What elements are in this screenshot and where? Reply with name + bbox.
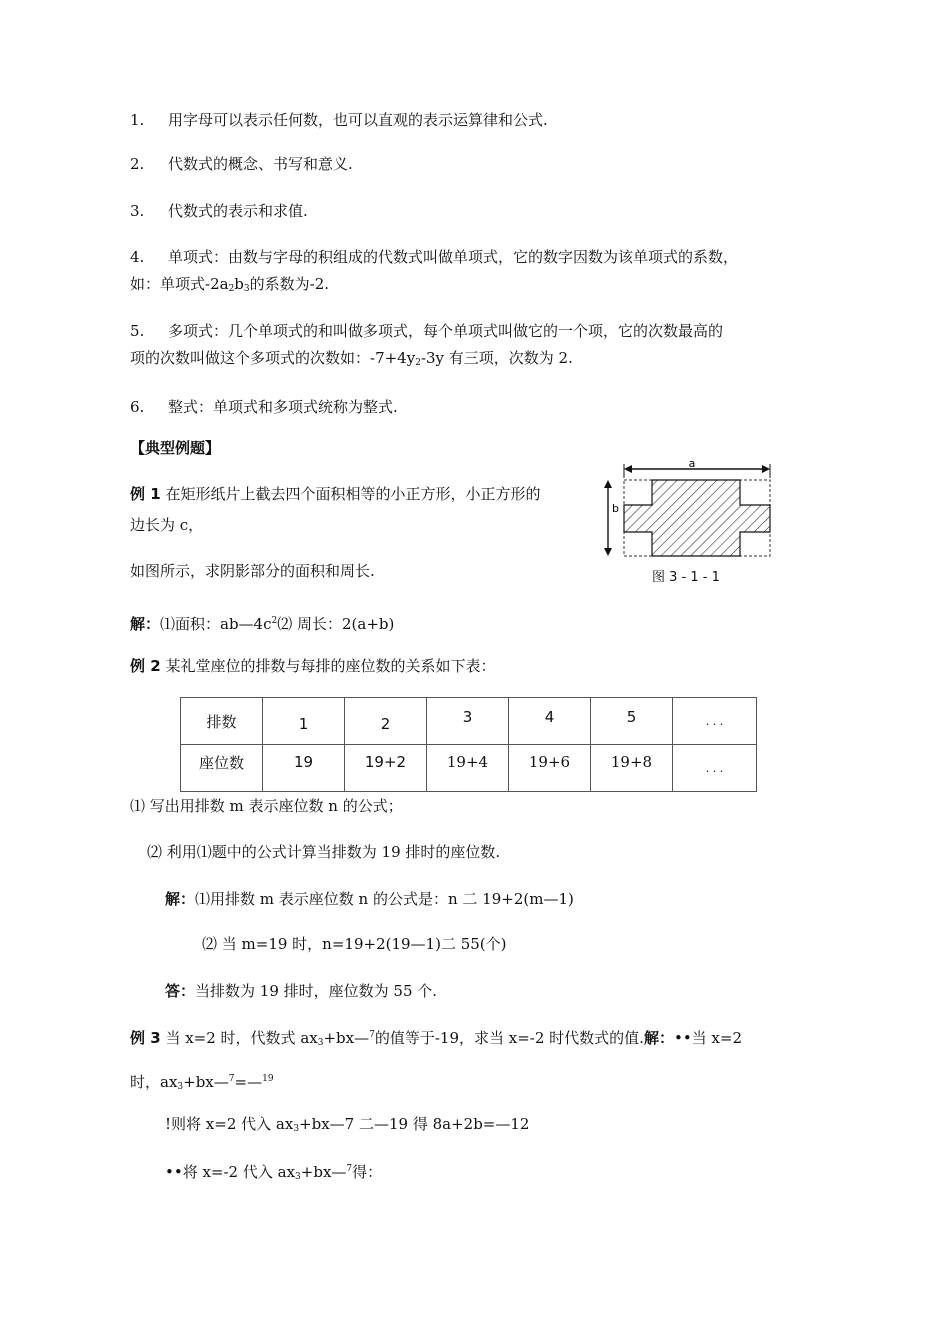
seating-table [180, 697, 757, 792]
example-2-solution-2: ⑵ 当 m=19 时，n=19+2(19—1)二 55(个) [202, 935, 507, 953]
table-cell: 19+2 [345, 745, 427, 792]
point-text: 代数式的概念、书写和意义. [168, 155, 353, 173]
example-label: 例 2 [130, 657, 161, 675]
example-3-line3: !则将 x=2 代入 $ax_3+bx—7$ 二—19 得 8a+2b=—12 [165, 1115, 530, 1134]
table-row [181, 698, 757, 745]
table-cell: 3 [427, 698, 509, 745]
solution-label: 解： [165, 890, 196, 908]
example-1-solution: 解：⑴面积：$ab—4c^2⑵$ 周长：2(a+b) [130, 615, 395, 633]
table-cell: 19+8 [591, 745, 673, 792]
label-a: a [688, 460, 696, 470]
example-2-intro: 例 2 某礼堂座位的排数与每排的座位数的关系如下表： [130, 657, 496, 675]
point-text: 多项式：几个单项式的和叫做多项式，每个单项式叫做它的一个项，它的次数最高的 [168, 322, 724, 340]
point-5-continuation: 项的次数叫做这个多项式的次数如：$-7+4y_2-3y$ 有三项，次数为 2. [130, 349, 573, 368]
example-2-question-1: ⑴ 写出用排数 m 表示座位数 n 的公式； [130, 797, 403, 815]
example-2-solution-1: 解：⑴用排数 m 表示座位数 n 的公式是：n 二 19+2(m—1) [165, 890, 574, 908]
point-4 [130, 247, 738, 267]
point-2 [130, 154, 353, 174]
section-title: 【典型例题】 [130, 439, 221, 457]
point-1 [130, 110, 548, 130]
example-label: 例 1 [130, 485, 161, 503]
example-3-line1: 例 3 当 x=2 时，代数式 $ax_3+bx—^7$的值等于-19，求当 x=-2 时代数式的值.解：••当 x=2 [130, 1029, 743, 1048]
shaded-region [624, 480, 770, 556]
table-cell: . . . [673, 698, 757, 745]
table-cell: 5 [591, 698, 673, 745]
table-cell: 排数 [181, 698, 263, 745]
table-cell: 19 [263, 745, 345, 792]
table-row [181, 745, 757, 792]
solution-label: 解： [130, 615, 161, 633]
table-cell: . . . [673, 745, 757, 792]
label-b: b [612, 502, 619, 515]
point-number: 1. [130, 111, 145, 129]
table-cell: 座位数 [181, 745, 263, 792]
solution-label: 解： [643, 1029, 674, 1047]
point-text: 整式：单项式和多项式统称为整式. [168, 398, 398, 416]
example-2-answer: 答：当排数为 19 排时，座位数为 55 个. [165, 982, 438, 1000]
point-4-continuation: 如：单项式$-2a_2b_3$的系数为-2. [130, 275, 330, 294]
figure-caption: 图 3 - 1 - 1 [652, 570, 720, 585]
example-2-question-2: ⑵ 利用⑴题中的公式计算当排数为 19 排时的座位数. [147, 843, 501, 861]
example-label: 例 3 [130, 1029, 161, 1047]
example-3-line4: ••将 x=-2 代入 $ax_3+bx—^7$得： [165, 1163, 383, 1182]
table-cell: 19+4 [427, 745, 509, 792]
point-number: 2. [130, 155, 145, 173]
point-text: 代数式的表示和求值. [168, 202, 308, 220]
point-number: 6. [130, 398, 145, 416]
table-cell: 1 [263, 698, 345, 745]
example-1-line1: 例 1 在矩形纸片上截去四个面积相等的小正方形，小正方形的 [130, 485, 541, 503]
point-text: 用字母可以表示任何数，也可以直观的表示运算律和公式. [168, 111, 548, 129]
point-6 [130, 397, 398, 417]
point-number: 4. [130, 248, 145, 266]
point-text: 单项式：由数与字母的积组成的代数式叫做单项式，它的数字因数为该单项式的系数， [168, 248, 739, 266]
table-cell: 2 [345, 698, 427, 745]
table-cell: 4 [509, 698, 591, 745]
example-1-line3: 如图所示，求阴影部分的面积和周长. [130, 562, 375, 580]
point-5 [130, 321, 723, 341]
point-number: 5. [130, 322, 145, 340]
example-1-line2: 边长为 c， [130, 516, 204, 534]
table-cell: 19+6 [509, 745, 591, 792]
answer-label: 答： [165, 982, 196, 1000]
example-3-line2: 时，$ax_3+bx—^7=—^{19}$ [130, 1073, 274, 1092]
point-3 [130, 201, 308, 221]
point-number: 3. [130, 202, 145, 220]
